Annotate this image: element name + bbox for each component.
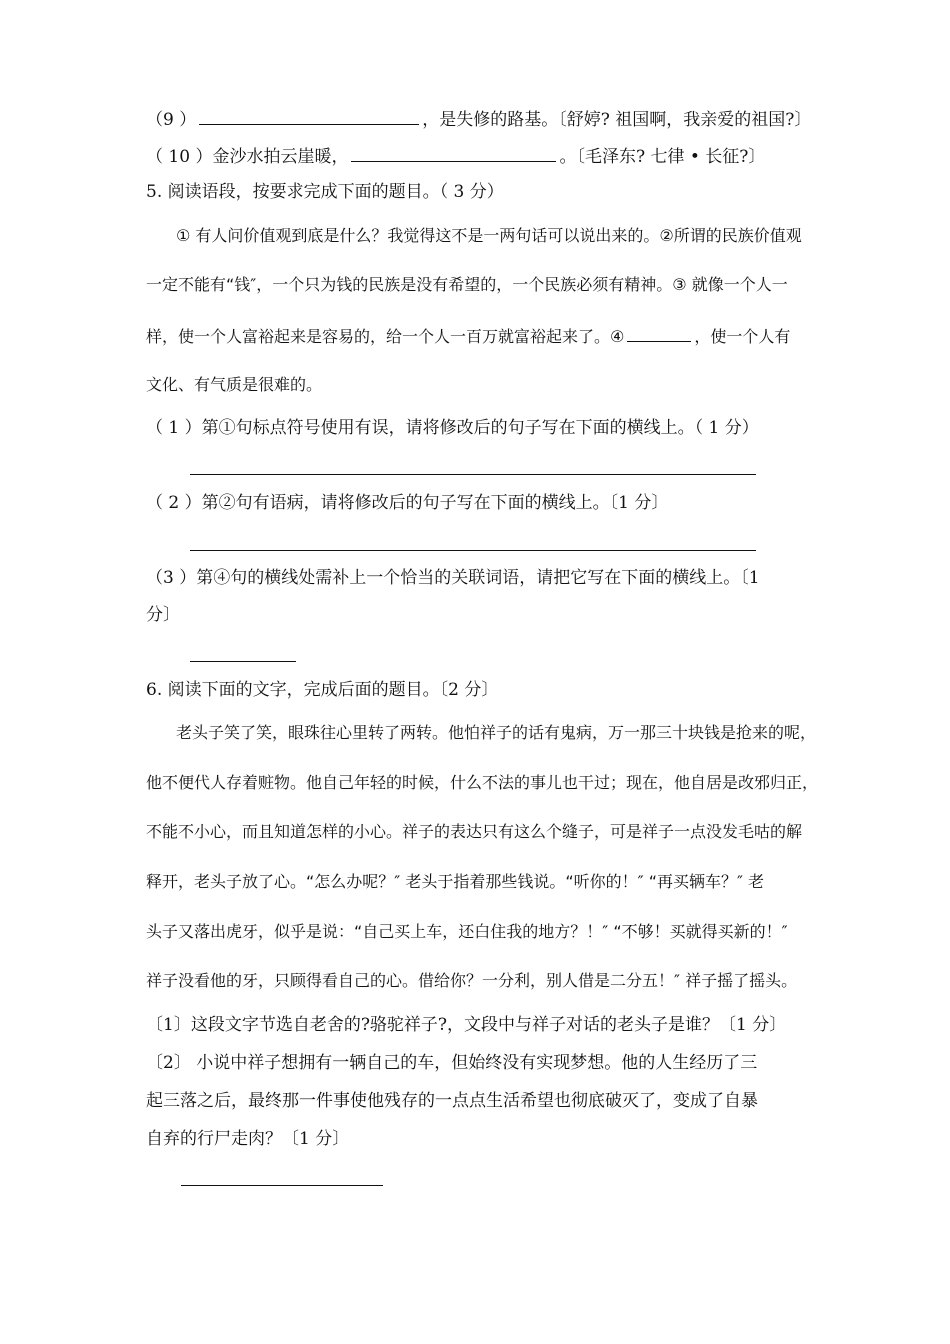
q6-passage-line-3: 不能不小心，而且知道怎样的小心。祥子的表达只有这么个缝子，可是祥子一点没发毛咕的解 — [146, 822, 803, 841]
answer-line-q6-2[interactable] — [181, 1185, 383, 1186]
q6-sub2-line-2: 起三落之后，最终那一件事使他残存的一点点生活希望也彻底破灭了，变成了自暴 — [146, 1091, 758, 1111]
q6-heading: 6. 阅读下面的文字，完成后面的题目。〔2 分〕 — [146, 680, 499, 700]
answer-blank-9[interactable] — [199, 107, 419, 125]
q4-item9-suffix: ，是失修的路基。〔舒婷? 祖国啊，我亲爱的祖国?〕 — [422, 110, 812, 130]
answer-line-q5-2[interactable] — [190, 550, 756, 551]
answer-line-q5-1[interactable] — [190, 474, 756, 475]
q4-item10-prefix: （ 10 ）金沙水拍云崖暖， — [146, 147, 349, 167]
answer-blank-10[interactable] — [351, 144, 556, 162]
q6-passage-line-6: 祥子没看他的牙，只顾得看自己的心。借给你？一分利，别人借是二分五！″ 祥子摇了摇头。 — [146, 971, 798, 990]
q5-sub2: （ 2 ）第②句有语病，请将修改后的句子写在下面的横线上。〔1 分〕 — [146, 493, 669, 513]
q4-item9-prefix: （9 ） — [146, 110, 197, 130]
answer-line-q5-3[interactable] — [190, 661, 296, 662]
q5-heading: 5. 阅读语段，按要求完成下面的题目。（ 3 分） — [146, 182, 504, 202]
q5-passage-blank — [627, 324, 691, 342]
q6-sub2-line-3: 自弃的行尸走肉？〔1 分〕 — [146, 1129, 350, 1149]
q5-sub1: （ 1 ）第①句标点符号使用有误，请将修改后的句子写在下面的横线上。（ 1 分） — [146, 418, 759, 438]
q5-passage-line-1: ① 有人问价值观到底是什么？我觉得这不是一两句话可以说出来的。②所谓的民族价值观 — [176, 226, 802, 245]
q5-passage-line-4: 文化、有气质是很难的。 — [146, 375, 323, 394]
q5-sub3-line-1: （3 ）第④句的横线处需补上一个恰当的关联词语，请把它写在下面的横线上。〔1 — [146, 568, 760, 588]
q5-passage-line-3 — [146, 324, 790, 348]
q6-passage-line-4: 释开，老头子放了心。“怎么办呢？″ 老头于指着那些钱说。“听你的！″ “再买辆车？″ 老 — [146, 872, 765, 891]
q5-passage-line-2: 一定不能有“钱″，一个只为钱的民族是没有希望的，一个民族必须有精神。③ 就像一个人一 — [146, 275, 788, 294]
q5-passage-line3-pre: 样，使一个人富裕起来是容易的，给一个人一百万就富裕起来了。④ — [146, 327, 625, 346]
q6-passage-line-2: 他不便代人存着赃物。他自己年轻的时候，什么不法的事儿也干过；现在，他自居是改邪归正， — [146, 773, 819, 792]
q5-sub3-line-2: 分〕 — [146, 605, 180, 625]
q6-passage-line-5: 头子又落出虎牙，似乎是说：“自己买上车，还白住我的地方？！″ “不够！买就得买新的！″ — [146, 922, 788, 941]
q6-sub1: 〔1〕这段文字节选自老舍的?骆驼祥子?，文段中与祥子对话的老头子是谁？〔1 分〕 — [146, 1015, 787, 1035]
q6-passage-line-1: 老头子笑了笑，眼珠往心里转了两转。他怕祥子的话有鬼病，万一那三十块钱是抢来的呢， — [176, 723, 817, 742]
q6-sub2-line-1: 〔2〕 小说中祥子想拥有一辆自己的车，但始终没有实现梦想。他的人生经历了三 — [146, 1053, 758, 1073]
q4-item-10 — [146, 144, 765, 168]
q4-item-9 — [146, 107, 811, 131]
q5-passage-line3-post: ，使一个人有 — [694, 327, 791, 346]
q4-item10-suffix: 。〔毛泽东? 七律 • 长征?〕 — [559, 147, 766, 167]
